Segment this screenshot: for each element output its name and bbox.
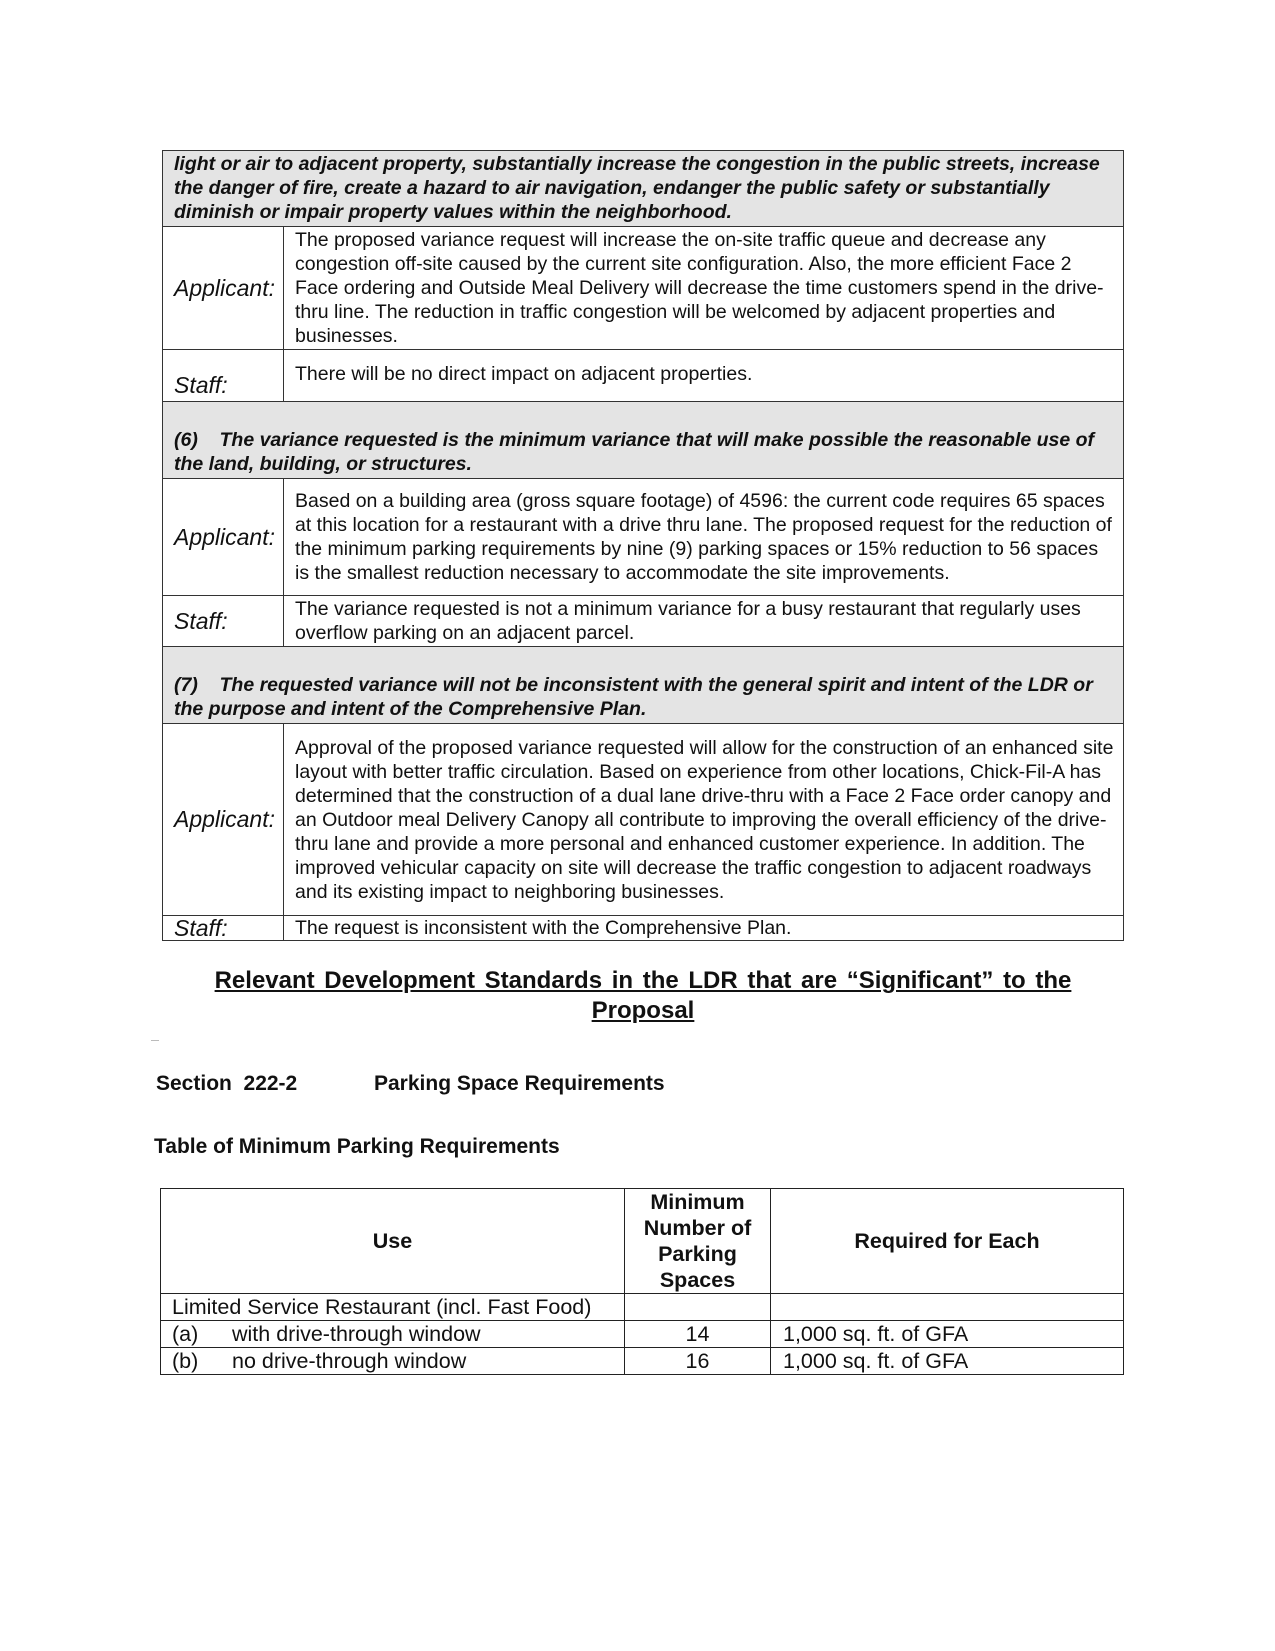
staff-response: The variance requested is not a minimum variance for a busy restaurant that regularly uses overflow parking on an adjacent parcel.: [284, 596, 1124, 647]
section-title: Parking Space Requirements: [374, 1072, 665, 1095]
use-text: with drive-through window: [232, 1321, 481, 1346]
criterion-header: light or air to adjacent property, substantially increase the congestion in the public streets, increase the danger of fire, create a hazard to air navigation, endanger the public safety or substantially diminish or impair property values within the neighborhood.: [163, 151, 1124, 227]
column-header-use: Use: [161, 1189, 625, 1294]
use-cell: [161, 1321, 625, 1348]
applicant-row: [163, 724, 1124, 916]
table-row-group: [161, 1294, 1124, 1321]
group-label: Limited Service Restaurant (incl. Fast Food): [161, 1294, 625, 1321]
table-title: Table of Minimum Parking Requirements: [154, 1135, 560, 1158]
use-cell: [161, 1348, 625, 1375]
section-number: Section 222-2: [156, 1072, 298, 1095]
staff-row: [163, 596, 1124, 647]
use-text: no drive-through window: [232, 1348, 467, 1373]
applicant-row: [163, 227, 1124, 350]
per-cell: 1,000 sq. ft. of GFA: [771, 1321, 1124, 1348]
staff-response: The request is inconsistent with the Comprehensive Plan.: [284, 916, 1124, 941]
group-per-empty: [771, 1294, 1124, 1321]
standards-heading: Relevant Development Standards in the LDR that are “Significant” to the Proposal: [214, 967, 1072, 1024]
table-header-row: [161, 1189, 1124, 1294]
column-header-minimum-spaces: Minimum Number of Parking Spaces: [625, 1189, 771, 1294]
staff-label: Staff:: [163, 916, 284, 941]
criterion-header-row: [163, 151, 1124, 227]
column-header-required-for-each: Required for Each: [771, 1189, 1124, 1294]
staff-row: [163, 350, 1124, 402]
parking-requirements-table: [160, 1188, 1124, 1375]
per-cell: 1,000 sq. ft. of GFA: [771, 1348, 1124, 1375]
row-letter: (b): [172, 1348, 199, 1373]
criterion-header-row: [163, 647, 1124, 724]
staff-label: Staff:: [163, 596, 284, 647]
criterion-header: (7) The requested variance will not be inconsistent with the general spirit and intent of the LDR or the purpose and intent of the Comprehensive Plan.: [163, 647, 1124, 724]
page-mark: [151, 1040, 159, 1041]
applicant-label: Applicant:: [163, 724, 284, 916]
spaces-cell: 16: [625, 1348, 771, 1375]
applicant-label: Applicant:: [163, 479, 284, 596]
spaces-cell: 14: [625, 1321, 771, 1348]
staff-label: Staff:: [163, 350, 284, 402]
section-heading: [156, 1072, 665, 1096]
variance-criteria-table: [162, 150, 1124, 941]
staff-row: [163, 916, 1124, 941]
criterion-header-row: [163, 402, 1124, 479]
applicant-row: [163, 479, 1124, 596]
table-row: [161, 1321, 1124, 1348]
applicant-response: Approval of the proposed variance requested will allow for the construction of an enhanced site layout with better traffic circulation. Based on experience from other locations, Chick-Fil-A has determined that the construction of a dual lane drive-thru with a Face 2 Face order canopy and an Outdoor meal Delivery Canopy all contribute to improving the overall efficiency of the drive-thru lane and provide a more personal and enhanced customer experience. In addition. The improved vehicular capacity on site will decrease the traffic congestion to adjacent roadways and its existing impact to neighboring businesses.: [284, 724, 1124, 916]
row-letter: (a): [172, 1321, 199, 1346]
criterion-header: (6) The variance requested is the minimum variance that will make possible the reasonable use of the land, building, or structures.: [163, 402, 1124, 479]
staff-response: There will be no direct impact on adjacent properties.: [284, 350, 1124, 402]
group-spaces-empty: [625, 1294, 771, 1321]
applicant-label: Applicant:: [163, 227, 284, 350]
applicant-response: Based on a building area (gross square footage) of 4596: the current code requires 65 spaces at this location for a restaurant with a drive thru lane. The proposed request for the reduction of the minimum parking requirements by nine (9) parking spaces or 15% reduction to 56 spaces is the smallest reduction necessary to accommodate the site improvements.: [284, 479, 1124, 596]
table-row: [161, 1348, 1124, 1375]
applicant-response: The proposed variance request will increase the on-site traffic queue and decrease any congestion off-site caused by the current site configuration. Also, the more efficient Face 2 Face ordering and Outside Meal Delivery will decrease the time customers spend in the drive-thru line. The reduction in traffic congestion will be welcomed by adjacent properties and businesses.: [284, 227, 1124, 350]
